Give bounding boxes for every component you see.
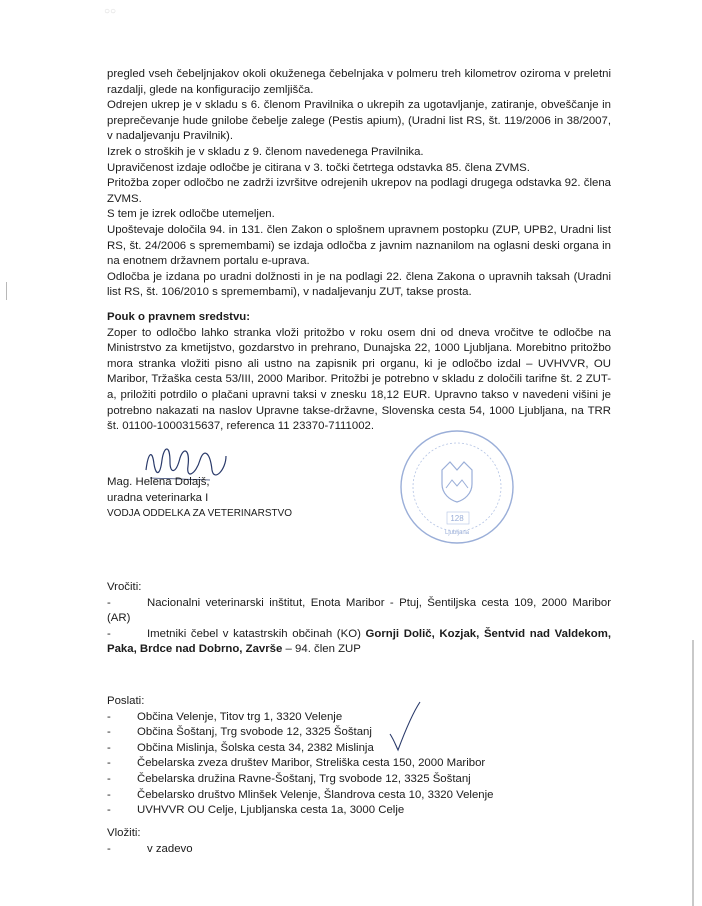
legal-remedy-heading: Pouk o pravnem sredstvu: xyxy=(107,311,251,323)
signatory-name: Mag. Helena Dolajš, xyxy=(107,476,210,488)
send-list-item xyxy=(107,741,611,757)
file-item-text: v zadevo xyxy=(147,842,193,855)
official-stamp xyxy=(398,428,516,546)
body-paragraph: Pritožba zoper odločbo ne zadrži izvršitve odrejenih ukrepov na podlagi drugega odstavka 92. člena ZVMS. xyxy=(107,177,611,205)
list-dash: - xyxy=(107,726,111,739)
list-dash: - xyxy=(107,741,111,754)
scan-edge-mark xyxy=(6,282,7,300)
send-item-text: Čebelarska zveza društev Maribor, Streliška cesta 150, 2000 Maribor xyxy=(137,757,486,770)
send-item-text: Občina Mislinja, Šolska cesta 34, 2382 Mislinja xyxy=(137,741,374,754)
body-paragraph: S tem je izrek odločbe utemeljen. xyxy=(107,208,275,221)
body-paragraph: Izrek o stroških je v skladu z 9. členom navedenega Pravilnika. xyxy=(107,145,424,158)
deliver-item xyxy=(107,627,611,658)
send-item-text: Občina Šoštanj, Trg svobode 12, 3325 Šoštanj xyxy=(137,726,372,739)
body-paragraph: Odločba je izdana po uradni dolžnosti in je na podlagi 22. člena Zakona o upravnih taksah (Uradni list RS, št. 106/2010 s spremembami), v nadaljevanju ZUT, takse prosta. xyxy=(107,270,611,299)
send-item-text: UVHVVR OU Celje, Ljubljanska cesta 1a, 3000 Celje xyxy=(137,804,405,817)
stamp-number: 128 xyxy=(450,514,464,523)
scan-edge-mark-right xyxy=(692,640,694,906)
list-dash: - xyxy=(107,710,111,723)
deliver-section xyxy=(107,580,611,658)
send-item-text: Čebelarsko društvo Mlinšek Velenje, Šlandrova cesta 10, 3320 Velenje xyxy=(137,788,494,801)
deliver-item-suffix: – 94. člen ZUP xyxy=(282,643,361,656)
list-dash: - xyxy=(107,757,111,770)
send-list-item xyxy=(107,803,611,819)
send-list-item xyxy=(107,725,611,741)
file-list-item xyxy=(107,842,611,858)
signatory-block xyxy=(107,475,611,522)
list-dash: - xyxy=(107,842,111,855)
list-dash: - xyxy=(107,772,111,785)
send-heading: Poslati: xyxy=(107,695,145,707)
file-heading: Vložiti: xyxy=(107,827,141,839)
legal-remedy-text: Zoper to odločbo lahko stranka vloži pritožbo v roku osem dni od dneva vročitve te odločbe na Ministrstvo za kmetijstvo, gozdarstvo in prehrano, Dunajska 22, 1000 Ljubljana. Morebitno pritožbo mora stranka vložiti pisno ali ustno na zapisnik pri organu, ki je odločbo izdal – UVHVVR, OU Maribor, Tržaška cesta 53/III, 2000 Maribor. Pritožbi je potrebno v skladu z določili tarifne št. 2 ZUT-a, priložiti potrdilo o plačani upravni taksi v znesku 18,12 EUR. Upravno takso v navedeni višini je potrebno nakazati na naslov Upravne takse-državne, Slovenska cesta 54, 1000 Ljubljana, na TRR št. 01100-1000315637, referenca 11 23370-7111002. xyxy=(107,326,611,433)
body-paragraph: Upravičenost izdaje odločbe je citirana v 3. točki četrtega odstavka 85. člena ZVMS. xyxy=(107,161,530,174)
list-dash: - xyxy=(107,804,111,817)
send-section xyxy=(107,694,611,819)
list-dash: - xyxy=(107,627,111,640)
body-paragraph: Odrejen ukrep je v skladu s 6. členom Pravilnika o ukrepih za ugotavljanje, zatiranje, obveščanje in preprečevanje hude gnilobe čebelje zalege (Pestis apium), (Uradni list RS, št. 119/2006 in 38/2007, v nadaljevanju Pravilnik). xyxy=(107,99,611,143)
deliver-item-text: Nacionalni veterinarski inštitut, Enota Maribor - Ptuj, Šentiljska cesta 109, 2000 Maribor (AR) xyxy=(107,596,611,625)
checkmark-icon xyxy=(388,700,422,752)
file-section xyxy=(107,826,611,857)
send-list-item xyxy=(107,772,611,788)
signatory-position: VODJA ODDELKA ZA VETERINARSTVO xyxy=(107,508,293,520)
list-dash: - xyxy=(107,596,111,609)
body-paragraph: pregled vseh čebeljnjakov okoli okuženega čebelnjaka v polmeru treh kilometrov oziroma v preletni razdalji, glede na konfiguracijo zemljišča. xyxy=(107,68,611,96)
deliver-heading: Vročiti: xyxy=(107,581,142,593)
justification-section xyxy=(107,67,611,301)
deliver-item xyxy=(107,596,611,627)
deliver-item-prefix: Imetniki čebel v katastrskih občinah (KO) xyxy=(147,627,366,640)
send-item-text: Čebelarska družina Ravne-Šoštanj, Trg svobode 12, 3325 Šoštanj xyxy=(137,772,471,785)
signatory-title: uradna veterinarka I xyxy=(107,491,209,504)
stamp-city: Ljubljana xyxy=(444,530,470,536)
list-dash: - xyxy=(107,788,111,801)
body-paragraph: Upoštevaje določila 94. in 131. člen Zakon o splošnem upravnem postopku (ZUP, UPB2, Uradni list RS, št. 24/2006 s spremembami) se izdaja odločba z javnim naznanilom na oglasni deski organa in na enotnem državnem portalu e-uprava. xyxy=(107,223,611,268)
send-list-item xyxy=(107,710,611,726)
scan-artifact: ○○ xyxy=(104,6,117,17)
send-list-item xyxy=(107,756,611,772)
deliver-item-bold: Gornji Dolič, Kozjak, Šentvid nad Valdekom, Paka, Brdce nad Dobrno, Završe xyxy=(107,627,612,656)
legal-remedy-section xyxy=(107,310,611,435)
send-item-text: Občina Velenje, Titov trg 1, 3320 Velenje xyxy=(137,710,343,723)
send-list-item xyxy=(107,788,611,804)
